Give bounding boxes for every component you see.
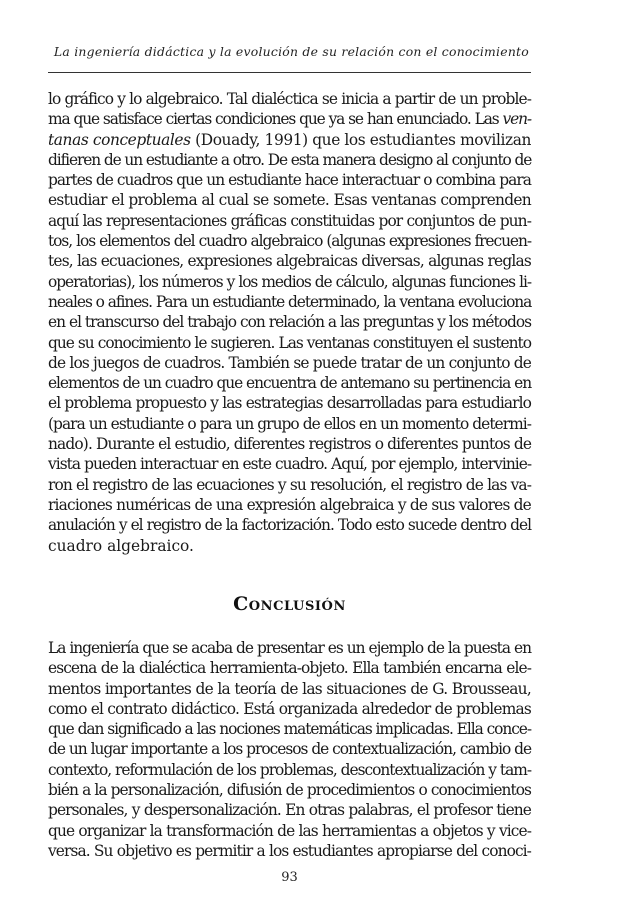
text-line: neales o afines. Para un estudiante determinado, la ventana evoluciona [48,292,532,311]
paragraph-1 [48,89,531,556]
italic-term: tanas conceptuales [48,130,191,149]
text-line [48,109,531,129]
text-line [48,130,531,150]
text-line: difieren de un estudiante a otro. De esta manera designo al conjunto de [48,150,532,169]
text-line: contexto, reformulación de los problemas, descontextualización y tam- [48,760,532,779]
text-line: en el transcurso del trabajo con relación a las preguntas y los métodos [48,313,531,332]
paragraph-2 [48,638,531,861]
text-segment: ma que satisface ciertas condiciones que ya se han enunciado. Las [48,110,503,129]
text-line: ron el registro de las ecuaciones y su resolución, el registro de las va- [48,475,531,494]
text-line: que organizar la transformación de las herramientas a objetos y vice- [48,821,531,840]
text-line: operatorias), los números y los medios de cálculo, algunas funciones li- [48,272,531,291]
text-line: nado). Durante el estudio, diferentes registros o diferentes puntos de [48,435,532,454]
text-line: (para un estudiante o para un grupo de ellos en un momento determi- [48,414,531,433]
text-line: partes de cuadros que un estudiante hace interactuar o combina para [48,171,531,190]
text-line: aquí las representaciones gráficas constituidas por conjuntos de pun- [48,211,531,230]
page-number: 93 [281,870,298,885]
text-line: elementos de un cuadro que encuentra de antemano su pertinencia en [48,374,532,393]
running-header: La ingeniería didáctica y la evolución de su relación con el conocimiento [53,44,529,59]
italic-term: ven- [502,110,531,129]
text-line: vista pueden interactuar en este cuadro. Aquí, por ejemplo, intervinie- [48,455,532,474]
text-line: el problema propuesto y las estrategias desarrolladas para estudiarlo [48,394,531,413]
text-line: como el contrato didáctico. Está organizada alrededor de problemas [48,699,531,718]
text-line: versa. Su objetivo es permitir a los estudiantes apropiarse del conoci- [48,841,531,860]
text-line: anulación y el registro de la factorización. Todo esto sucede dentro del [48,516,531,535]
text-line: estudiar el problema al cual se somete. Esas ventanas comprenden [48,191,531,210]
text-line: mentos importantes de la teoría de las situaciones de G. Brousseau, [48,679,531,698]
text-line: tos, los elementos del cuadro algebraico (algunas expresiones frecuen- [48,232,531,251]
text-line: bién a la personalización, difusión de procedimientos o conocimientos [48,781,531,800]
text-line: La ingeniería que se acaba de presentar es un ejemplo de la puesta en [48,639,531,657]
text-line: escena de la dialéctica herramienta-objeto. Ella también encarna ele- [48,659,531,678]
text-line: que su conocimiento le sugieren. Las ventanas constituyen el sustento [48,333,531,352]
text-line: cuadro algebraico. [48,536,194,555]
text-line: personales, y despersonalización. En otras palabras, el profesor tiene [48,801,531,820]
text-line: que dan significado a las nociones matemáticas implicadas. Ella conce- [48,720,531,739]
text-line: lo gráfico y lo algebraico. Tal dialéctica se inicia a partir de un proble- [48,90,531,108]
text-line: tes, las ecuaciones, expresiones algebraicas diversas, algunas reglas [48,252,531,271]
text-line: riaciones numéricas de una expresión algebraica y de sus valores de [48,495,531,514]
section-title: Conclusión [233,593,346,615]
text-segment: (Douady, 1991) que los estudiantes movilizan [190,130,531,149]
header-rule [48,72,531,73]
text-line: de un lugar importante a los procesos de contextualización, cambio de [48,740,532,759]
text-line: de los juegos de cuadros. También se puede tratar de un conjunto de [48,353,531,372]
